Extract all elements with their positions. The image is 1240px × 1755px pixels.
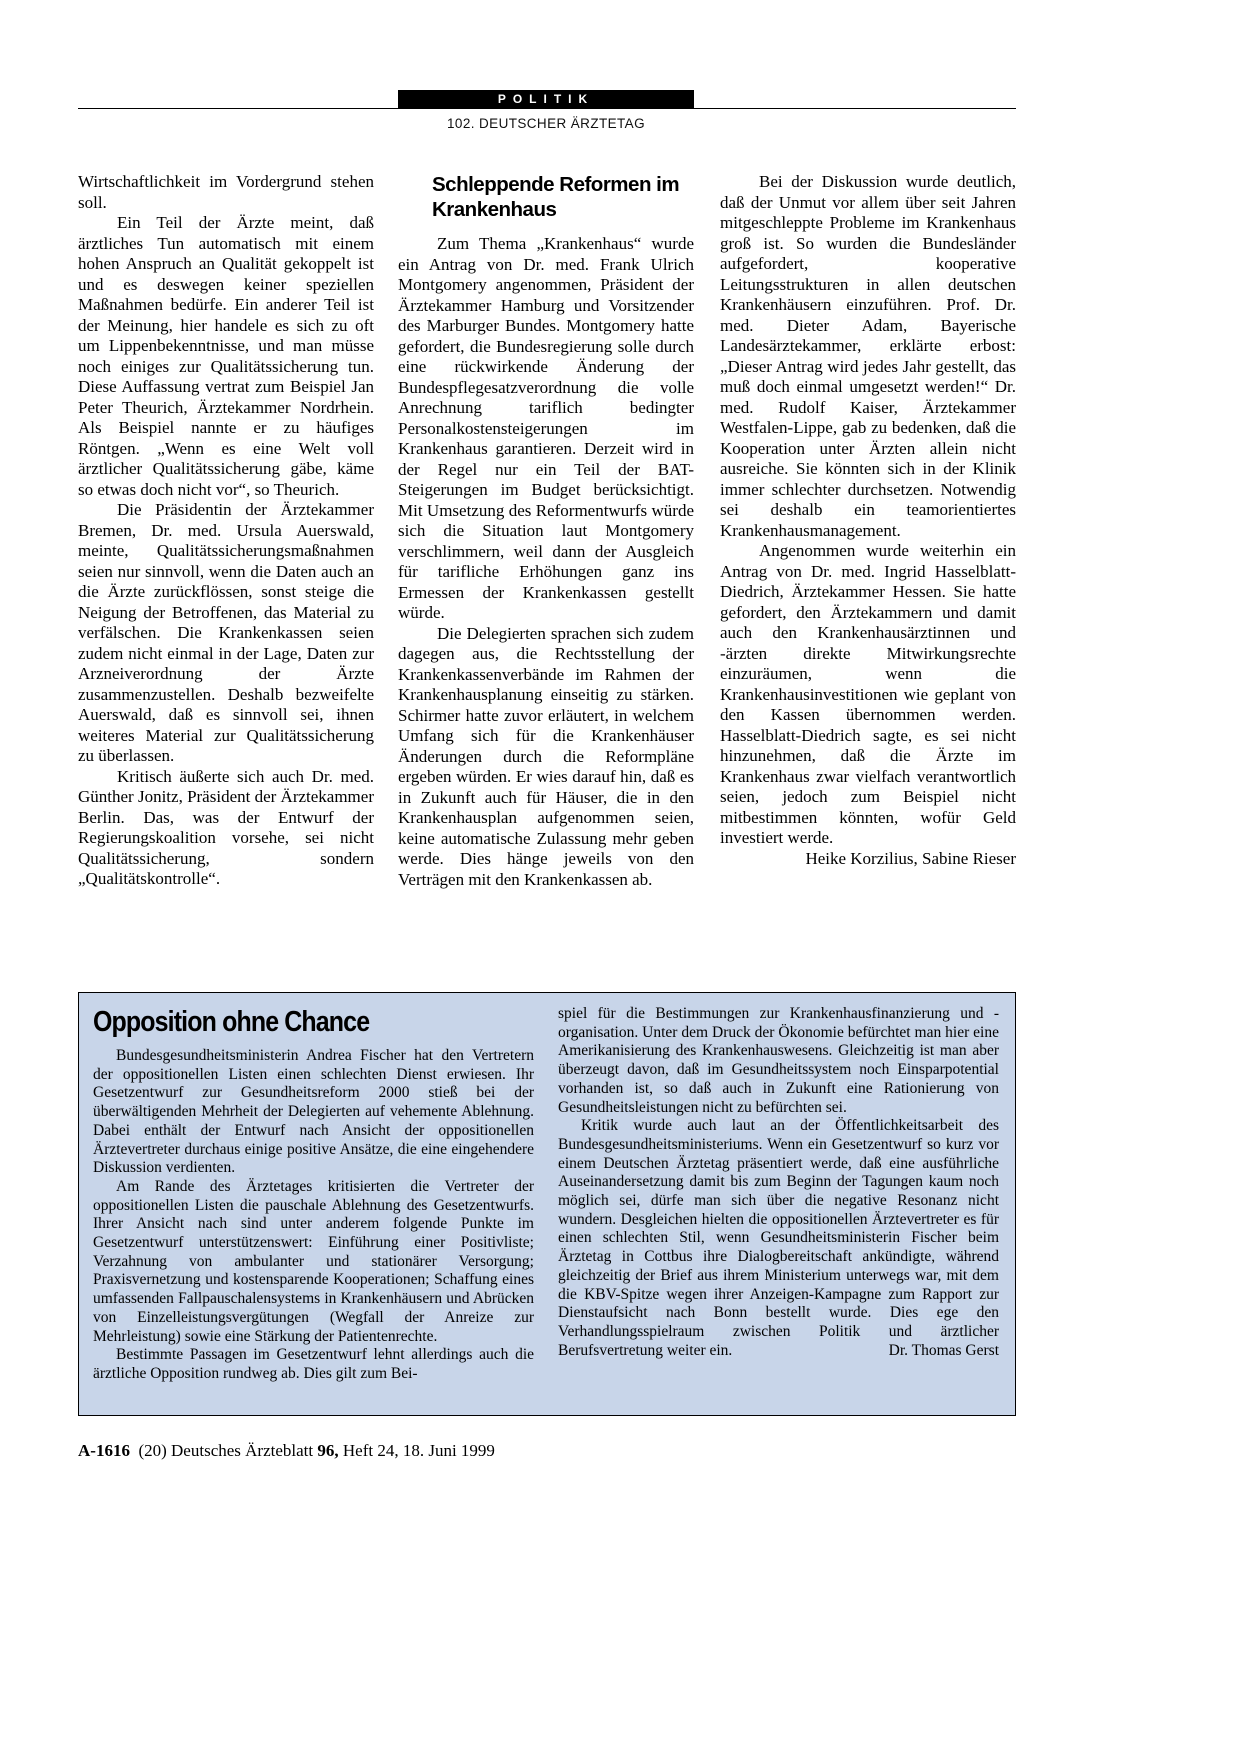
paragraph: Kritisch äußerte sich auch Dr. med. Günther Jonitz, Präsident der Ärztekammer Berlin. Das, was der Entwurf der Regierungskoalition vorsehe, sei nicht Qualitätssicherung, sondern „Qualitätskontrolle“. xyxy=(78,766,374,888)
article-byline: Heike Korzilius, Sabine Rieser xyxy=(805,848,1016,868)
page-footer xyxy=(78,1440,495,1462)
journal-name: Deutsches Ärzteblatt xyxy=(171,1441,314,1460)
paragraph: Die Delegierten sprachen sich zudem dagegen aus, die Rechtsstellung der Krankenkassenverbände im Rahmen der Krankenhausplanung einseitig zu stärken. Schirmer hatte zuvor erläutert, in welchem Umfang sich für die Krankenhäuser Änderungen durch die Reformpläne ergeben würden. Er wies darauf hin, daß es in Zukunft auch für Häuser, die in den Krankenhausplan aufgenommen seien, keine automatische Zulassung mehr geben werde. Dies hänge jeweils von den Verträgen mit den Krankenkassen ab. xyxy=(398,623,694,889)
paragraph: spiel für die Bestimmungen zur Krankenhausfinanzierung und -organisation. Unter dem Druck der Ökonomie befürchtet man hier eine Amerikanisierung des Krankenhauswesens. Gleichzeitig ist man aber überzeugt davon, daß im Gesundheitssystem noch Einsparpotential vorhanden ist, so daß auch in Zukunft eine Rationierung von Gesundheitsleistungen nicht zu befürchten sei. xyxy=(558,1005,999,1116)
internal-page: (20) xyxy=(138,1441,167,1460)
volume: 96, xyxy=(317,1441,339,1460)
box-title: Opposition ohne Chance xyxy=(93,1006,370,1038)
article-column-1 xyxy=(78,172,374,890)
paragraph: Bei der Diskussion wurde deutlich, daß der Unmut vor allem über seit Jahren mitgeschleppte Probleme im Krankenhaus groß ist. So wurden die Bundesländer aufgefordert, kooperative Leitungsstrukturen in allen deutschen Krankenhäusern einzuführen. Prof. Dr. med. Dieter Adam, Bayerische Landesärztekammer, erklärte erbost: „Dieser Antrag wird jedes Jahr gestellt, das muß doch einmal umgesetzt werden!“ Dr. med. Rudolf Kaiser, Ärztekammer Westfalen-Lippe, gab zu bedenken, daß die Kooperation unter Ärzten allein nicht ausreiche. Sie könnten sich in der Klinik immer schlechter durchsetzen. Notwendig sei deshalb ein teamorientiertes Krankenhausmanagement. xyxy=(720,172,1016,540)
section-label: POLITIK xyxy=(398,90,694,109)
paragraph: Ein Teil der Ärzte meint, daß ärztliches Tun automatisch mit einem hohen Anspruch an Qualität gekoppelt ist und es deswegen keiner speziellen Maßnahmen bedürfe. Ein anderer Teil ist der Meinung, hier handele es sich zu oft um Lippenbekenntnisse, und man müsse noch einiges zur Qualitätssicherung tun. Diese Auffassung vertrat zum Beispiel Jan Peter Theurich, Ärztekammer Nordrhein. Als Beispiel nannte er zu häufiges Röntgen. „Wenn es eine Welt voll ärztlicher Qualitätssicherung gäbe, käme so etwas doch nicht vor“, so Theurich. xyxy=(78,213,374,499)
article-column-3 xyxy=(720,172,1016,869)
paragraph: Am Rande des Ärztetages kritisierten die Vertreter der oppositionellen Listen die pauschale Ablehnung des Gesetzentwurfs. Ihrer Ansicht nach sind unter anderem folgende Punkte im Gesetzentwurf unterstützenswert: Einführung einer Positivliste; Verzahnung von ambulanter und stationärer Versorgung; Praxisvernetzung und kostensparende Kooperationen; Schaffung eines umfassenden Fallpauschalensystems in Krankenhäusern und Abrücken von Einzelleistungsvergütungen (Wegfall der Anreize zur Mehrleistung) sowie eine Stärkung der Patientenrechte. xyxy=(93,1177,534,1345)
section-subtitle: 102. DEUTSCHER ÄRZTETAG xyxy=(447,116,645,131)
box-column-1 xyxy=(93,1005,534,1384)
sidebar-box xyxy=(78,992,1016,1416)
paragraph-text: Kritik wurde auch laut an der Öffentlichkeitsarbeit des Bundesgesundheitsministeriums. Wenn ein Gesetzentwurf so kurz vor einem Deutschen Ärztetag präsentiert werde, daß eine ausführliche Auseinandersetzung damit bis zum Beginn der Tagungen kaum noch möglich sei, dürfe man sich über die negative Resonanz nicht wundern. Desgleichen hielten die oppositionellen Ärztevertreter es für einen schlechten Stil, wenn Gesundheitsministerin Fischer beim Ärztetag in Cottbus ihre Dialogbereitschaft ankündigte, während gleichzeitig der Brief aus ihrem Ministerium unterwegs war, mit dem die KBV-Spitze wegen ihrer Anzeigen-Kampagne zum Rapport zur Dienstaufsicht nach Bonn bestellt wurde. Dies ege den Verhandlungsspielraum zwischen Politik und ärztlicher Berufsvertretung weiter ein. xyxy=(558,1117,999,1359)
paragraph: Bundesgesundheitsministerin Andrea Fischer hat den Vertretern der oppositionellen Listen einen schlechten Dienst erwiesen. Ihr Gesetzentwurf zur Gesundheitsreform 2000 stieß bei der überwältigenden Mehrheit der Delegierten auf vehemente Ablehnung. Dabei enthält der Entwurf nach Ansicht der oppositionellen Ärztevertreter durchaus einige positive Ansätze, die eine eingehendere Diskussion verdienten. xyxy=(93,1047,534,1177)
box-signature: Dr. Thomas Gerst xyxy=(888,1341,999,1359)
paragraph: Angenommen wurde weiterhin ein Antrag von Dr. med. Ingrid Hasselblatt-Diedrich, Ärztekammer Hessen. Sie hatte gefordert, den Ärztekammern und damit auch den Krankenhausärztinnen und -ärzten direkte Mitwirkungsrechte einzuräumen, wenn die Krankenhausinvestitionen wie geplant von den Kassen übernommen werden. Hasselblatt-Diedrich sagte, es sei nicht hinzunehmen, daß die Ärzte im Krankenhaus zwar vielfach verantwortlich seien, jedoch zum Beispiel nicht mitbestimmen könnten, wofür Geld investiert werde. xyxy=(720,541,1016,847)
paragraph: Bestimmte Passagen im Gesetzentwurf lehnt allerdings auch die ärztliche Opposition rundweg ab. Dies gilt zum Bei- xyxy=(93,1346,534,1382)
box-column-2 xyxy=(558,1005,999,1360)
page-number: A-1616 xyxy=(78,1441,130,1460)
header-rule xyxy=(78,108,1016,109)
issue-date: Heft 24, 18. Juni 1999 xyxy=(342,1441,495,1460)
paragraph: Die Präsidentin der Ärztekammer Bremen, Dr. med. Ursula Auerswald, meinte, Qualitätssicherungsmaßnahmen seien nur sinnvoll, wenn die Daten auch an die Ärzte zurückflössen, sonst steige die Neigung der Betroffenen, das Material zu verfälschen. Die Krankenkassen seien zudem nicht einmal in der Lage, Daten zur Arzneiverordnung der Ärzte zusammenzustellen. Deshalb bezweifelte Auerswald, daß es sinnvoll sei, ihnen weiteres Material zur Qualitätssicherung zu überlassen. xyxy=(78,500,374,765)
paragraph xyxy=(558,1117,999,1360)
paragraph: Wirtschaftlichkeit im Vordergrund stehen soll. xyxy=(78,172,374,212)
paragraph: Zum Thema „Krankenhaus“ wurde ein Antrag von Dr. med. Frank Ulrich Montgomery angenommen, Präsident der Ärztekammer Hamburg und Vorsitzender des Marburger Bundes. Montgomery hatte gefordert, die Bundesregierung solle durch eine rückwirkende Änderung der Bundespflegesatzverordnung die volle Anrechnung tariflich bedingter Personalkostensteigerungen im Krankenhaus garantieren. Derzeit wird in der Regel nur ein Teil der BAT-Steigerungen im Budget berücksichtigt. Mit Umsetzung des Reformentwurfs würde sich die Situation laut Montgomery verschlimmern, weil dann der Ausgleich für tarifliche Erhöhungen ganz ins Ermessen der Krankenkassen gestellt würde. xyxy=(398,234,694,622)
article-subheading: Schleppende Reformen im Krankenhaus xyxy=(432,173,680,221)
article-column-2 xyxy=(398,172,694,890)
